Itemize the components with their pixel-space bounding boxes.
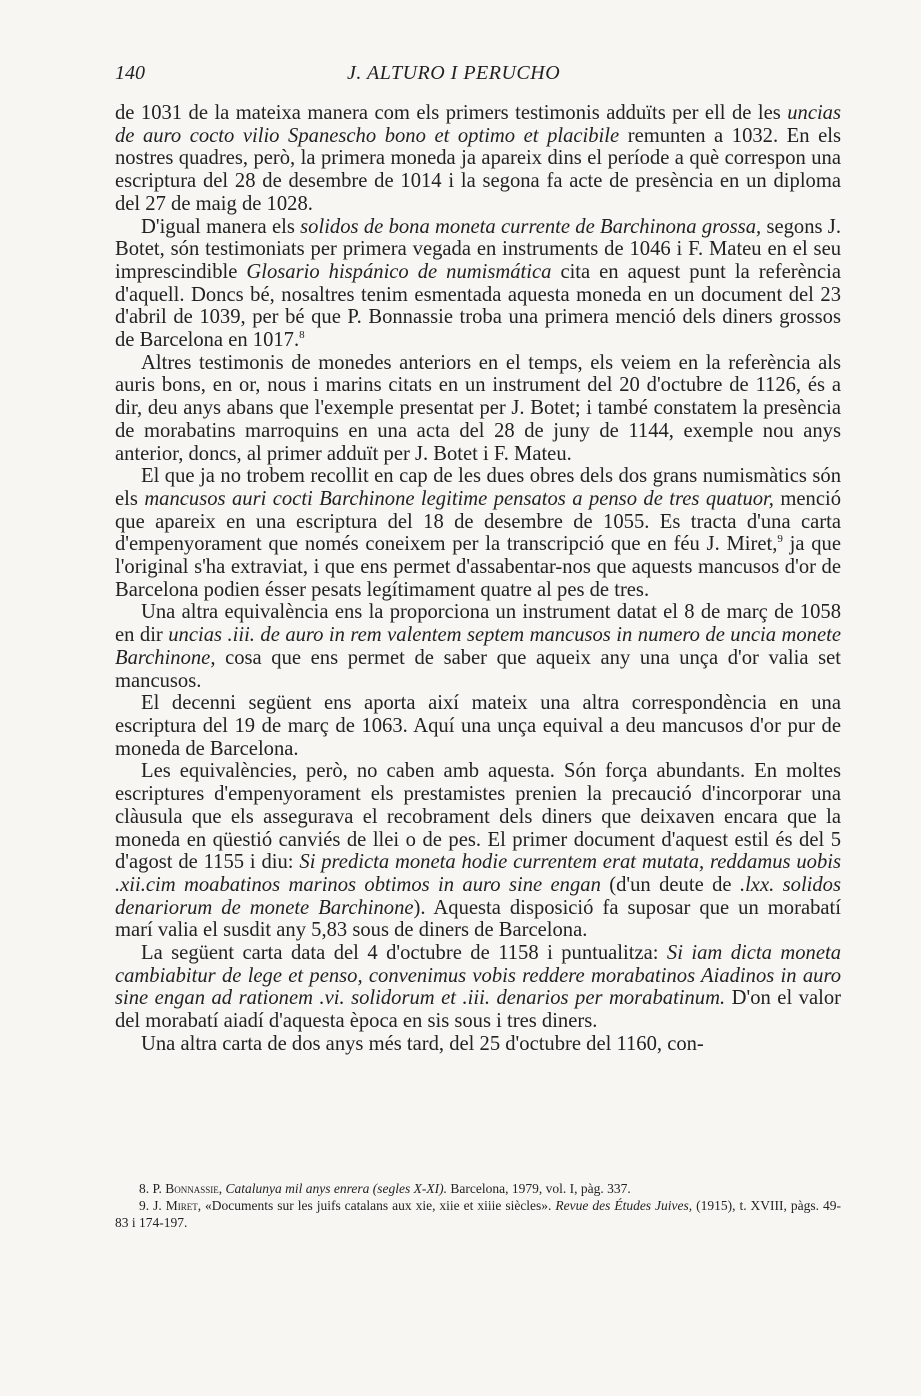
author-name: Bonnassie: [165, 1181, 219, 1196]
paragraph: [115, 1033, 841, 1056]
author-name: Miret: [165, 1198, 198, 1213]
italic-text: solidos de bona moneta currente de Barchinona grossa,: [300, 215, 762, 238]
italic-text: mancusos auri cocti Barchinone legitime pensatos a penso de tres quatuor,: [144, 487, 774, 510]
italic-text: Revue des Études Juives,: [555, 1198, 693, 1213]
text-run: cosa que ens permet de saber que aqueix any una unça d'or valia set mancusos.: [115, 646, 841, 692]
text-run: segons J. Botet, són testimoniats per primera vegada en instruments de 1046 i F. Mateu en el seu imprescindible: [115, 215, 841, 283]
text-run: La següent carta data del 4 d'octubre de 1158 i puntualitza:: [141, 942, 667, 965]
text-run: de 1031 de la mateixa manera com els primers testimonis adduïts per ell de les: [115, 102, 788, 124]
text-run: D'on el valor del morabatí aiadí d'aquesta època en sis sous i tres diners.: [115, 987, 841, 1033]
paragraph: [115, 465, 841, 601]
text-run: 9. J.: [139, 1198, 166, 1213]
text-run: Les equivalències, però, no caben amb aquesta. Són força abundants. En moltes escriptures d'empenyorament els prestamistes prenien la precaució d'incorporar una clàusula que els assegurava el recobrament dels diners que deixaven encara que la moneda en qüestió canviés de llei o de pes. El primer document d'aquest estil és del 5 d'agost de 1155 i diu:: [115, 760, 841, 874]
italic-text: Si iam dicta moneta cambiabitur de lege et penso, convenimus vobis reddere morabatinos Aiadinos in auro sine engan ad rationem .vi. solidorum et .iii. denarios per morabatinum.: [115, 942, 841, 1010]
text-run: ,: [218, 1181, 226, 1196]
footnote: [115, 1197, 841, 1231]
paragraph: [115, 216, 841, 352]
paragraph: [115, 102, 841, 216]
italic-text: Si predicta moneta hodie currentem erat mutata, reddamus uobis .xii.cim moabatinos marinos obtimos in auro sine engan: [115, 851, 841, 896]
text-run: cita en aquest punt la referència d'aquell. Doncs bé, nosaltres tenim esmentada aquesta moneda en un document del 23 d'abril de 1039, per bé que P. Bonnassie troba una primera menció dels diners grossos de Barcelona en 1017.: [115, 260, 842, 352]
paragraph: [115, 692, 841, 760]
text-run: El que ja no trobem recollit en cap de les dues obres dels dos grans numismàtics són els: [115, 465, 841, 510]
italic-text: uncias .iii. de auro in rem valentem septem mancusos in numero de uncia monete Barchinone,: [115, 624, 841, 669]
text-run: 8. P.: [139, 1181, 166, 1196]
footnotes: [115, 1180, 841, 1231]
footnote-ref: 8: [299, 329, 305, 342]
text-run: (d'un deute de: [600, 873, 740, 896]
text-run: ). Aquesta disposició fa suposar que un morabatí marí valia el susdit any 5,83 sous de diners de Barcelona.: [115, 896, 841, 942]
text-run: , «Documents sur les juifs catalans aux xie, xiie et xiiie siècles».: [197, 1198, 556, 1213]
text-run: El decenni següent ens aporta així mateix una altra correspondència en una escriptura del 19 de març de 1063. Aquí una unça equival a deu mancusos d'or pur de moneda de Barcelona.: [115, 692, 841, 760]
page-header: [115, 62, 845, 92]
text-run: Una altra carta de dos anys més tard, del 25 d'octubre del 1160, con-: [141, 1032, 704, 1055]
running-head: J. ALTURO I PERUCHO: [347, 62, 561, 84]
text-run: (1915), t. XVIII, pàgs. 49-83 i 174-197.: [115, 1198, 841, 1230]
text-run: Barcelona, 1979, vol. I, pàg. 337.: [446, 1181, 631, 1196]
italic-text: Glosario hispánico de numismática: [246, 260, 552, 283]
italic-text: uncias de auro cocto vilio Spanescho bono et optimo et placibile: [115, 102, 841, 147]
paragraph: [115, 601, 841, 692]
text-run: Altres testimonis de monedes anteriors en el temps, els veiem en la referència als auris bons, en or, nous i marins citats en un instrument del 20 d'octubre de 1126, és a dir, deu anys abans que l'exemple presentat per J. Botet; i també constatem la presència de morabatins marroquins en una acta del 28 de juny de 1144, exemple nou anys anterior, doncs, al primer adduït per J. Botet i F. Mateu.: [115, 351, 841, 465]
text-run: Una altra equivalència ens la proporciona un instrument datat el 8 de març de 1058 en dir: [115, 601, 841, 647]
footnote: [115, 1180, 841, 1197]
paragraph: [115, 760, 841, 942]
text-run: remunten a 1032. En els nostres quadres, però, la primera moneda ja apareix dins el període a què correspon una escriptura del 28 de desembre de 1014 i la segona fa acte de presència en un diploma del 27 de maig de 1028.: [115, 124, 841, 215]
text-run: menció que apareix en una escriptura del 18 de desembre de 1055. Es tracta d'una carta d'empenyorament que només coneixem per la transcripció que en féu J. Miret,: [115, 487, 841, 556]
italic-text: .lxx. solidos denariorum de monete Barchinone: [115, 873, 841, 919]
italic-text: Catalunya mil anys enrera (segles X-XI).: [225, 1181, 447, 1196]
paragraph: [115, 942, 841, 1033]
body-text: [115, 102, 841, 1056]
page-number: 140: [115, 62, 145, 84]
text-run: D'igual manera els: [141, 215, 301, 238]
footnote-ref: 9: [777, 533, 783, 546]
paragraph: [115, 352, 841, 466]
text-run: ja que l'original s'ha extraviat, i que ens permet d'assabentar-nos que aquests mancusos d'or de Barcelona podien ésser pesats legítimament quatre al pes de tres.: [115, 533, 841, 601]
